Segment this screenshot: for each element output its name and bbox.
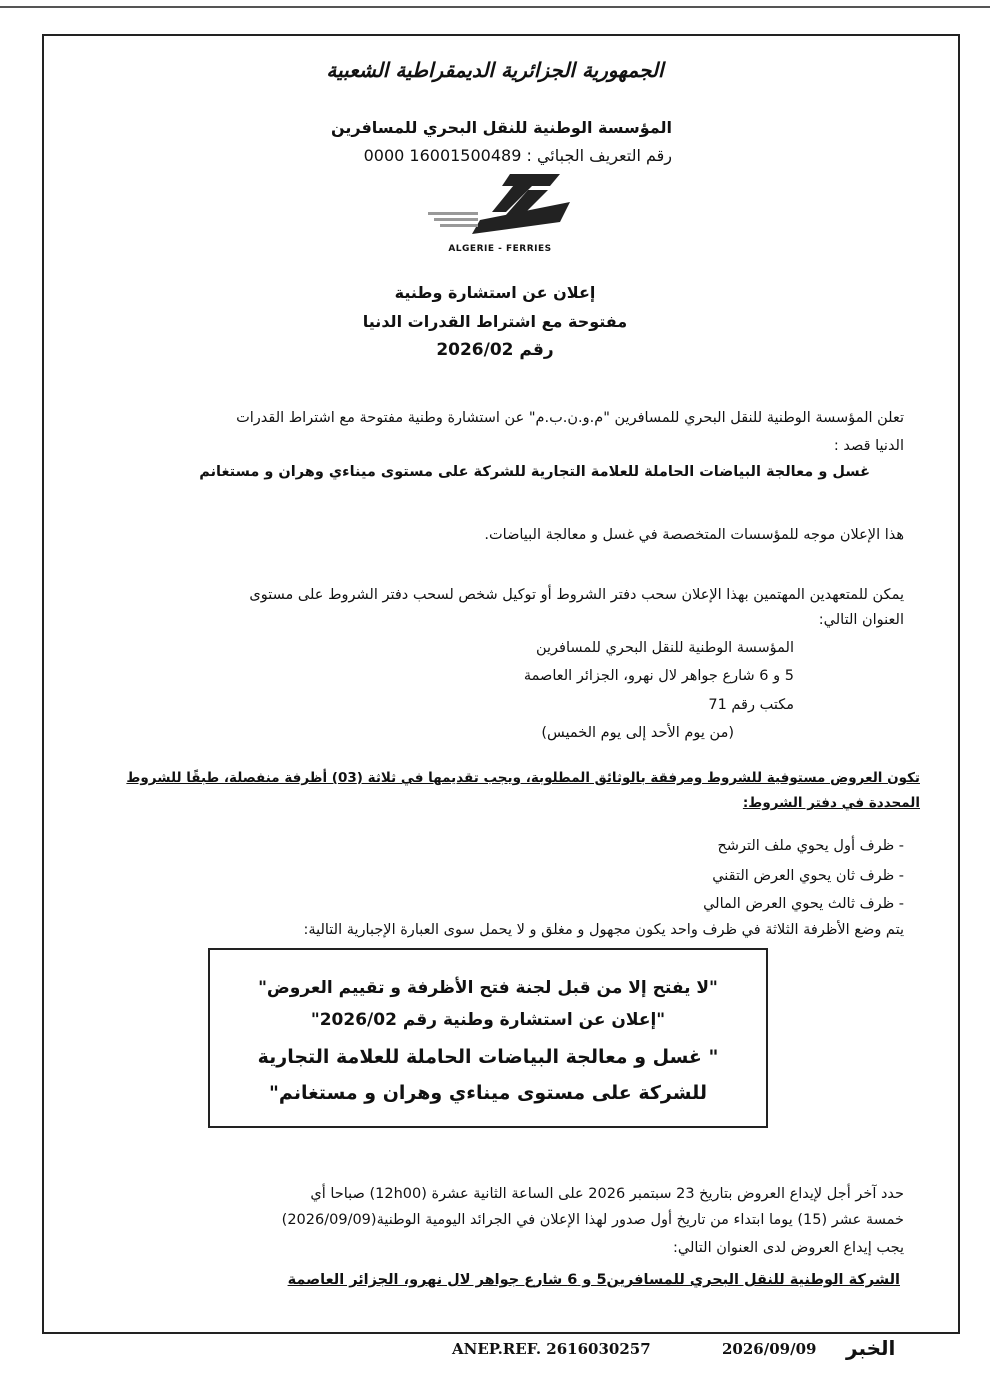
address-line-1: المؤسسة الوطنية للنقل البحري للمسافرين bbox=[535, 640, 794, 656]
newspaper-logo: الخبر bbox=[846, 1336, 896, 1360]
tax-id: رقم التعريف الجبائي : 16001500489 0000 bbox=[363, 146, 672, 165]
deadline-line-3: يجب إيداع العروض لدى العنوان التالي: bbox=[672, 1240, 904, 1256]
address-line-4: (من يوم الأحد إلى يوم الخميس) bbox=[541, 725, 734, 741]
mandatory-inscription-box bbox=[208, 948, 768, 1128]
republic-heading: الجمهورية الجزائرية الديمقراطية الشعبية bbox=[326, 58, 664, 82]
deadline-line-2: خمسة عشر (15) يوما ابتداء من تاريخ أول صدور لهذا الإعلان في الجرائد اليومية الوطنية(2026/09/09) bbox=[281, 1212, 904, 1228]
publication-date: 2026/09/09 bbox=[722, 1340, 817, 1358]
logo-caption: ALGERIE - FERRIES bbox=[448, 244, 552, 254]
intro-line-1: تعلن المؤسسة الوطنية للنقل البحري للمسافرين "م.و.ن.ب.م" عن استشارة وطنية مفتوحة مع اشتراط القدرات bbox=[236, 410, 904, 426]
anep-reference: ANEP.REF. 2616030257 bbox=[452, 1340, 651, 1358]
audience-line: هذا الإعلان موجه للمؤسسات المتخصصة في غسل و معالجة البياضات. bbox=[484, 527, 904, 543]
address-line-2: 5 و 6 شارع جواهر لال نهرو، الجزائر العاصمة bbox=[523, 668, 794, 684]
withdraw-line-2: العنوان التالي: bbox=[818, 612, 904, 628]
offers-line-2: المحددة في دفتر الشروط: bbox=[742, 795, 920, 811]
offers-line-1: تكون العروض مستوفية للشروط ومرفقة بالوثائق المطلوبة، ويجب تقديمها في ثلاثة (03) أظرفة منفصلة، طبقًا للشروط bbox=[126, 770, 920, 786]
organization-name: المؤسسة الوطنية للنقل البحري للمسافرين bbox=[330, 118, 672, 137]
box-line-2: "إعلان عن استشارة وطنية رقم 2026/02" bbox=[310, 1010, 666, 1030]
intro-line-2: الدنيا قصد : bbox=[833, 438, 904, 454]
envelope-rule: يتم وضع الأظرفة الثلاثة في ظرف واحد يكون مجهول و مغلق و لا يحمل سوى العبارة الإجبارية التالية: bbox=[303, 922, 904, 938]
envelope-2: - ظرف ثان يحوي العرض التقني bbox=[712, 868, 904, 884]
box-line-3: " غسل و معالجة البياضات الحاملة للعلامة التجارية bbox=[257, 1046, 719, 1068]
title-line-1: إعلان عن استشارة وطنية bbox=[394, 283, 596, 302]
envelope-3: - ظرف ثالث يحوي العرض المالي bbox=[703, 896, 904, 912]
title-line-2: مفتوحة مع اشتراط القدرات الدنيا bbox=[362, 312, 628, 331]
company-logo bbox=[410, 172, 590, 254]
title-line-3: رقم 2026/02 bbox=[436, 340, 554, 360]
withdraw-line-1: يمكن للمتعهدين المهتمين بهذا الإعلان سحب دفتر الشروط أو توكيل شخص لسحب دفتر الشروط على مستوى bbox=[249, 587, 904, 603]
envelope-1: - ظرف أول يحوي ملف الترشح bbox=[717, 838, 904, 854]
page-top-rule bbox=[0, 6, 990, 8]
ferries-logo-icon bbox=[410, 172, 590, 242]
box-line-1: "لا يفتح إلا من قبل لجنة فتح الأظرفة و تقييم العروض" bbox=[258, 978, 718, 998]
address-line-3: مكتب رقم 71 bbox=[708, 697, 794, 713]
subject-line: غسل و معالجة البياضات الحاملة للعلامة التجارية للشركة على مستوى ميناءي وهران و مستغانم bbox=[199, 464, 870, 480]
box-line-4: للشركة على مستوى ميناءي وهران و مستغانم" bbox=[269, 1082, 707, 1104]
deadline-line-4: الشركة الوطنية للنقل البحري للمسافرين5 و 6 شارع جواهر لال نهرو، الجزائر العاصمة bbox=[287, 1272, 900, 1288]
deadline-line-1: حدد آخر أجل لإيداع العروض بتاريخ 23 سبتمبر 2026 على الساعة الثانية عشرة (12h00) صباحا أي bbox=[310, 1186, 904, 1202]
